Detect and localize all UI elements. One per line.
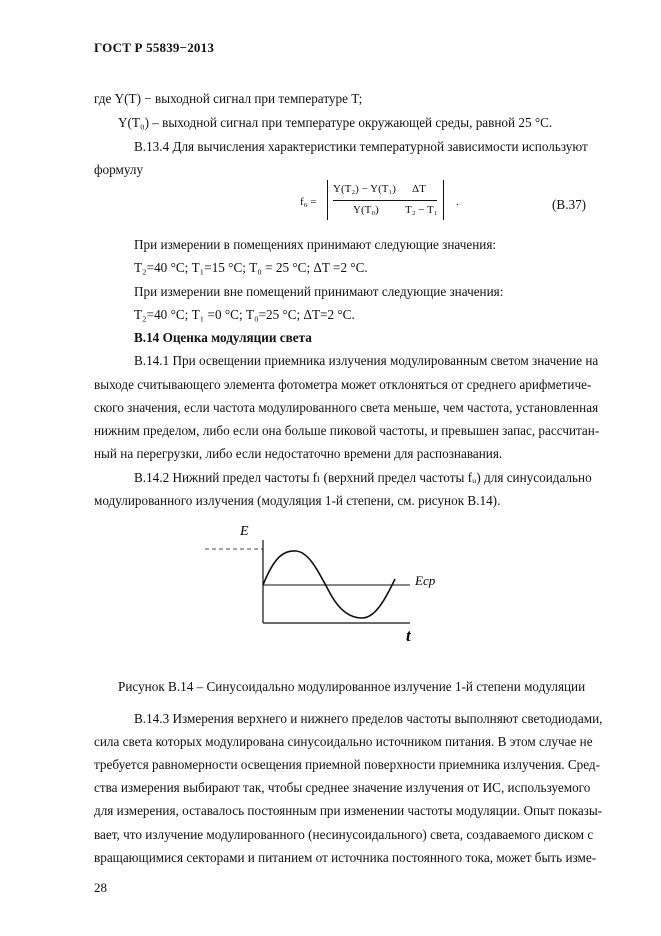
paragraph-line: ства измерения выбирают так, чтобы среднее значение излучения от ИС, используемого [94, 780, 591, 795]
figure-caption: Рисунок В.14 – Синусоидально модулированное излучение 1-й степени модуляции [118, 679, 586, 694]
text-line: При измерении в помещениях принимают следующие значения: [134, 237, 497, 252]
sine-curve [263, 551, 395, 618]
text-line: формулу [94, 162, 144, 177]
equation-number: (В.37) [552, 197, 587, 212]
paragraph-line: сила света которых модулирована синусоидально источником питания. В этом случае не [94, 734, 593, 749]
formula-numerator-b: ΔT [412, 183, 426, 195]
abs-bar-left [327, 180, 328, 220]
paragraph-line: В.14.1 При освещении приемника излучения модулированным светом значение на [134, 353, 599, 368]
axis-label-e: E [240, 524, 249, 539]
text-line: Y(T₀) – выходной сигнал при температуре окружающей среды, равной 25 °С. [118, 115, 553, 130]
abs-bar-right [443, 180, 444, 220]
formula-dot: . [456, 196, 459, 208]
formula-numerator-a: Y(T₂) − Y(T₁) [333, 183, 396, 195]
paragraph-line: требуется равномерности освещения приемной поверхности приемника излучения. Сред- [94, 757, 601, 772]
paragraph-line: вает, что излучение модулированного (несинусоидального) света, создаваемого диском с [94, 827, 594, 842]
text-line: T₂=40 °С; T₁=15 °С; T₀ = 25 °С; ΔT =2 °С. [134, 260, 368, 275]
page-number: 28 [94, 880, 107, 895]
label-mean: Eср [415, 573, 436, 588]
section-heading: В.14 Оценка модуляции света [134, 330, 312, 345]
document-header: ГОСТ Р 55839−2013 [94, 40, 215, 55]
text-line: где Y(T) − выходной сигнал при температуре T; [94, 91, 363, 106]
paragraph-line: нижним пределом, либо если она больше пиковой частоты, и превышен запас, рассчитан- [94, 423, 600, 438]
formula-lhs: f₆ = [300, 196, 317, 208]
formula-denominator-a: Y(T₀) [353, 204, 379, 216]
paragraph-line: модулированного излучения (модуляция 1-й степени, см. рисунок В.14). [94, 493, 501, 508]
text-line: T₂=40 °С; T₁ =0 °С; T₀=25 °С; ΔT=2 °С. [134, 307, 355, 322]
formula-denominator-b: T₂ − T₁ [405, 204, 438, 216]
paragraph-line: ный на перегрузки, либо если недостаточно времени для распознавания. [94, 446, 503, 461]
paragraph-line: для измерения, оставалось постоянным при изменении частоты модуляции. Опыт показы- [94, 803, 603, 818]
paragraph-line: В.14.2 Нижний предел частоты fₗ (верхний предел частоты fᵤ) для синусоидально [134, 470, 592, 485]
paragraph-line: ского значения, если частота модулированного света меньше, чем частота, установленная [94, 400, 599, 415]
text-line: В.13.4 Для вычисления характеристики температурной зависимости используют [134, 139, 588, 154]
paragraph-line: выходе считывающего элемента фотометра может отклоняться от среднего арифметиче- [94, 377, 592, 392]
fraction-line [333, 200, 437, 201]
text-line: При измерении вне помещений принимают следующие значения: [134, 284, 504, 299]
paragraph-line: В.14.3 Измерения верхнего и нижнего пределов частоты выполняют светодиодами, [134, 711, 603, 726]
sine-modulation-figure [200, 515, 460, 650]
axis-label-t: t [406, 626, 411, 645]
paragraph-line: вращающимися секторами и питанием от источника постоянного тока, может быть изме- [94, 850, 597, 865]
